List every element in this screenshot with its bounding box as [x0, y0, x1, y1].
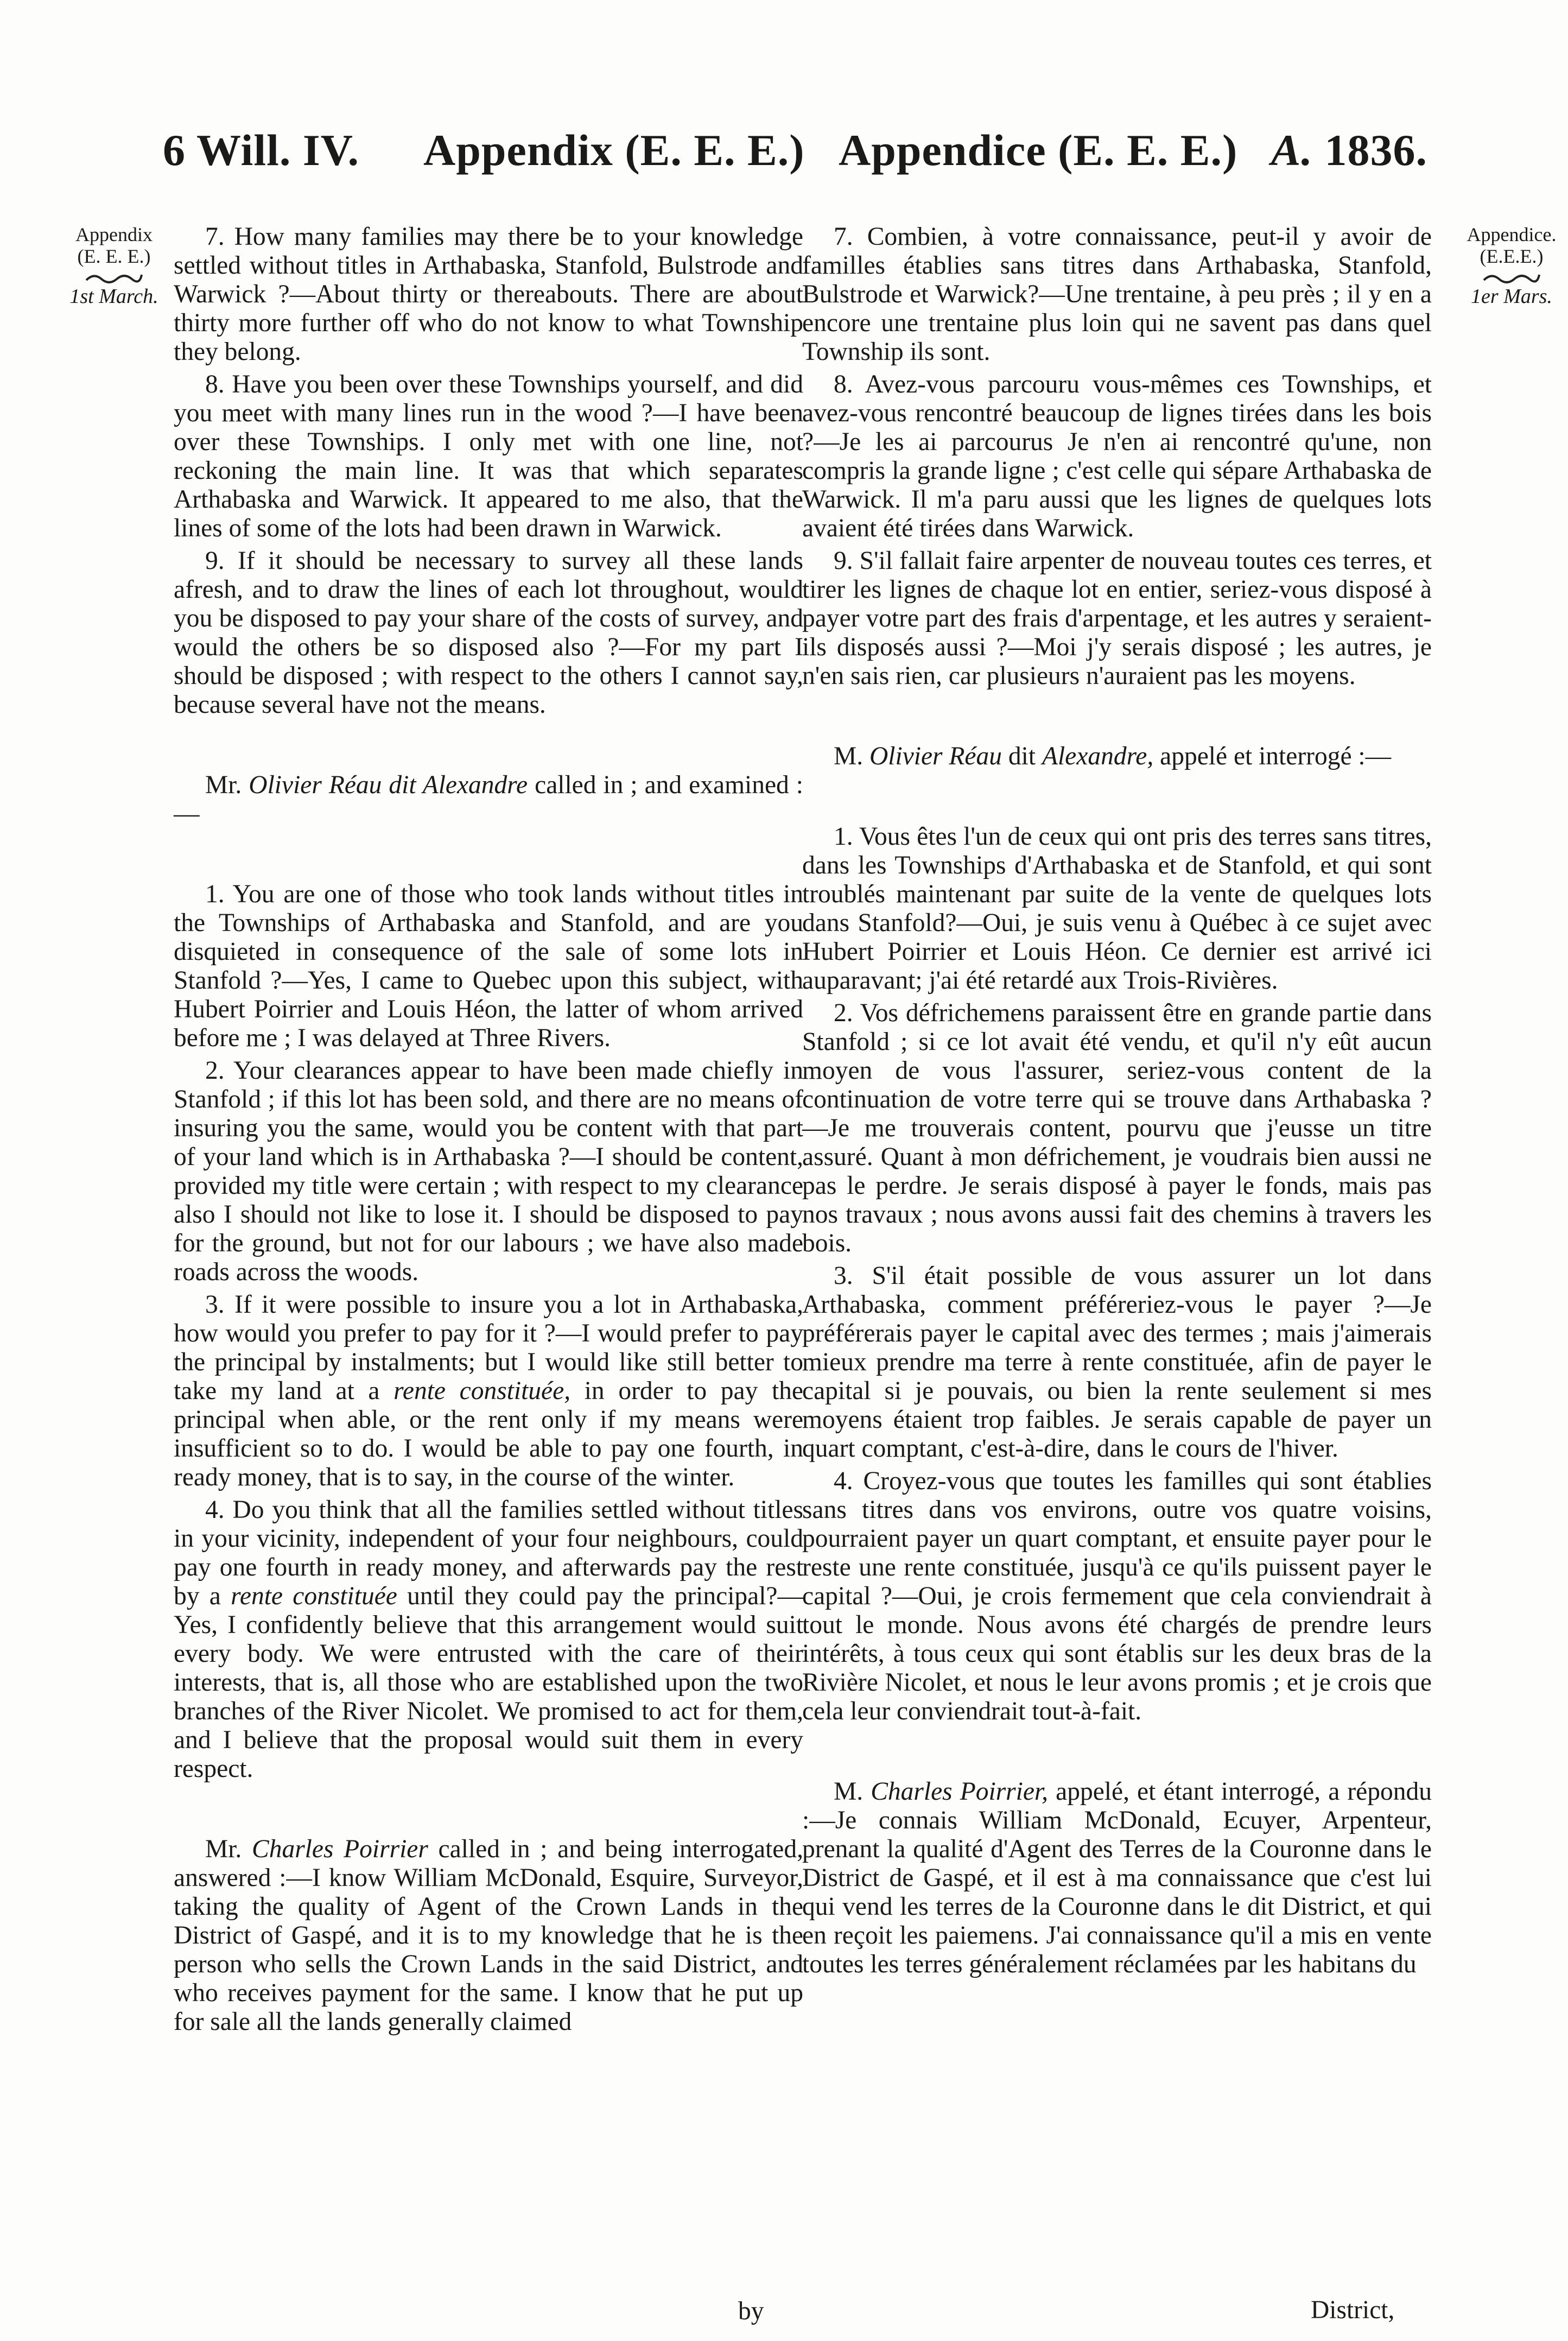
- answer-1: 1. You are one of those who took lands without titles in the Townships of Arthabaska and Stanfold, and are you disquieted in consequence of the sale of some lots in Stanfold ?—Yes, I came to Quebec upon this subject, with Hubert Poirrier and Louis Héon, the latter of whom arrived before me ; I was delayed at Three Rivers.: [174, 880, 803, 1052]
- witness-name: Charles Poirrier: [252, 1835, 428, 1863]
- witness-name-alias: Alexandre,: [1042, 742, 1154, 770]
- answer-3-text-cont: in order to pay the principal when able, or the rent only if my means were insufficient so to do. I would be able to pay one fourth, in ready money, that is to say, in the course of the winter.: [174, 1377, 804, 1491]
- margin-note-english: [60, 224, 168, 307]
- french-column: [802, 223, 1432, 1983]
- header-reign: 6 Will. IV.: [163, 125, 359, 175]
- header-title-french: Appendice (E. E. E.): [839, 125, 1238, 175]
- header-year-prefix: A.: [1271, 125, 1313, 175]
- answer-4-italic: rente constituée: [231, 1582, 397, 1610]
- header-title-english: Appendix (E. E. E.): [423, 125, 805, 175]
- header-year-value: 1836.: [1324, 125, 1427, 175]
- witness-name: Charles Poirrier,: [871, 1777, 1049, 1806]
- margin-note-french: [1457, 224, 1566, 307]
- answer-4-text: 4. Do you think that all the families settled without titles in your vicinity, independent of your four neighbours, could pay one fourth in ready money, and afterwards pay the rest by a: [174, 1496, 803, 1610]
- margin-label: Appendix: [75, 224, 153, 245]
- witness-prefix: Mr.: [205, 1835, 242, 1863]
- question-9: 9. If it should be necessary to survey all these lands afresh, and to draw the lines of each lot throughout, would you be disposed to pay your share of the costs of survey, and would the others be so disposed also ?—For my part I should be disposed ; with respect to the others I cannot say, because several have not the means.: [174, 547, 803, 719]
- answer-2: 2. Vos défrichemens paraissent être en grande partie dans Stanfold ; si ce lot avait été vendu, et qu'il n'y eût aucun moyen de vous l'assurer, seriez-vous content de la continuation de votre terre qui se trouve dans Arthabaska ?—Je me trouverais content, pourvu que j'eusse un titre assuré. Quant à mon défrichement, je voudrais bien aussi ne pas le perdre. Je serais disposé à payer le fonds, mais pas nos travaux ; nous avons aussi fait des chemins à travers les bois.: [802, 999, 1432, 1257]
- margin-label: Appendice.: [1467, 224, 1557, 245]
- witness-testimony-text: appelé, et étant interrogé, a répondu :—Je connais William McDonald, Ecuyer, Arpenteur, prenant la qualité d'Agent des Terres de la Couronne dans le District de Gaspé, et il est à ma connaissance que c'est lui qui vend les terres de la Couronne dans le dit District, et qui en reçoit les paiemens. J'ai connaissance qu'il a mis en vente toutes les terres généralement réclamées par les habitans du: [802, 1777, 1432, 1978]
- question-9: 9. S'il fallait faire arpenter de nouveau toutes ces terres, et tirer les lignes de chaque lot en entier, seriez-vous disposé à payer votre part des frais d'arpentage, et les autres y seraient-ils disposés aussi ?—Moi j'y serais disposé ; les autres, je n'en sais rien, car plusieurs n'auraient pas les moyens.: [802, 547, 1432, 690]
- catchword-french: District,: [1311, 2296, 1395, 2324]
- margin-date: 1er Mars.: [1471, 285, 1552, 308]
- witness-intro-text: appelé et interrogé :—: [1160, 742, 1392, 770]
- question-8: 8. Have you been over these Townships yourself, and did you meet with many lines run in the wood ?—I have been over these Townships. I only met with one line, not reckoning the main line. It was that which separates Arthabaska and Warwick. It appeared to me also, that the lines of some of the lots had been drawn in Warwick.: [174, 370, 803, 542]
- question-7: 7. Combien, à votre connaissance, peut-il y avoir de familles établies sans titres dans Arthabaska, Stanfold, Bulstrode et Warwick?—Une trentaine, à peu près ; il y en a encore une trentaine plus loin qui ne savent pas dans quel Township ils sont.: [802, 223, 1432, 366]
- witness-intro-poirrier: [174, 1835, 803, 2036]
- witness-prefix: M.: [834, 1777, 864, 1806]
- margin-code: (E. E. E.): [77, 245, 151, 267]
- witness-intro-poirrier: [802, 1777, 1432, 1979]
- witness-prefix: Mr.: [205, 771, 242, 799]
- margin-code: (E.E.E.): [1480, 245, 1544, 267]
- witness-intro-text: called in ; and examined :—: [174, 771, 803, 828]
- witness-testimony-text: called in ; and being interrogated, answered :—I know William McDonald, Esquire, Surveyor, taking the quality of Agent of the Crown Lands in the District of Gaspé, and it is to my knowledge that he is the person who sells the Crown Lands in the said District, and who receives payment for the same. I know that he put up for sale all the lands generally claimed: [174, 1835, 804, 2036]
- witness-name: Olivier Réau: [869, 742, 1002, 770]
- answer-3-italic: rente constituée,: [393, 1377, 571, 1405]
- answer-3: [174, 1290, 803, 1492]
- header-year: [1271, 125, 1427, 176]
- answer-1: 1. Vous êtes l'un de ceux qui ont pris des terres sans titres, dans les Townships d'Arthabaska et de Stanfold, et qui sont troublés maintenant par suite de la vente de quelques lots dans Stanfold?—Oui, je suis venu à Québec à ce sujet avec Hubert Poirrier et Louis Héon. Ce dernier est arrivé ici auparavant; j'ai été retardé aux Trois-Rivières.: [802, 822, 1432, 995]
- witness-prefix: M.: [834, 742, 864, 770]
- answer-4-text-cont: until they could pay the principal?—Yes, I confidently believe that this arrangement would suit every body. We were entrusted with the care of their interests, that is, all those who are established upon the two branches of the River Nicolet. We promised to act for them, and I believe that the proposal would suit them in every respect.: [174, 1582, 804, 1783]
- catchword-english: by: [738, 2297, 764, 2325]
- margin-date: 1st March.: [69, 285, 158, 308]
- running-head: [163, 125, 1427, 179]
- answer-3-text: 3. If it were possible to insure you a lot in Arthabaska, how would you prefer to pay for it ?—I would prefer to pay the principal by instalments; but I would like still better to take my land at a: [174, 1290, 803, 1405]
- witness-intro-reau: [802, 742, 1432, 771]
- witness-name-dit: dit: [1008, 742, 1036, 770]
- answer-3: 3. S'il était possible de vous assurer un lot dans Arthabaska, comment préféreriez-vous le payer ?—Je préférerais payer le capital avec des termes ; mais j'aimerais mieux prendre ma terre à rente constituée, afin de payer le capital si je pouvais, ou bien la rente seulement si mes moyens étaient trop faibles. Je serais capable de payer un quart comptant, c'est-à-dire, dans le cours de l'hiver.: [802, 1262, 1432, 1463]
- english-column: [174, 223, 803, 2040]
- witness-name: Olivier Réau dit Alexandre: [249, 771, 528, 799]
- witness-intro-reau: [174, 771, 803, 828]
- answer-4: 4. Croyez-vous que toutes les familles qui sont établies sans titres dans vos environs, outre vos quatre voisins, pourraient payer un quart comptant, et ensuite payer pour le reste une rente constituée, jusqu'à ce qu'ils puissent payer le capital ?—Oui, je crois fermement que cela conviendrait à tout le monde. Nous avons été chargés de prendre leurs intérêts, à tous ceux qui sont établis sur les deux bras de la Rivière Nicolet, et nous le leur avons promis ; et je crois que cela leur conviendrait tout-à-fait.: [802, 1467, 1432, 1725]
- answer-4: [174, 1496, 803, 1783]
- wave-flourish-icon: [1482, 270, 1541, 284]
- wave-flourish-icon: [84, 270, 144, 284]
- question-8: 8. Avez-vous parcouru vous-mêmes ces Townships, et avez-vous rencontré beaucoup de lignes tirées dans les bois ?—Je les ai parcourus Je n'en ai rencontré qu'une, non compris la grande ligne ; c'est celle qui sépare Arthabaska de Warwick. Il m'a paru aussi que les lignes de quelques lots avaient été tirées dans Warwick.: [802, 370, 1432, 542]
- answer-2: 2. Your clearances appear to have been made chiefly in Stanfold ; if this lot has been sold, and there are no means of insuring you the same, would you be content with that part of your land which is in Arthabaska ?—I should be content, provided my title were certain ; with respect to my clearance also I should not like to lose it. I should be disposed to pay for the ground, but not for our labours ; we have also made roads across the woods.: [174, 1056, 803, 1286]
- question-7: 7. How many families may there be to your knowledge settled without titles in Arthabaska, Stanfold, Bulstrode and Warwick ?—About thirty or thereabouts. There are about thirty more further off who do not know to what Township they belong.: [174, 223, 803, 366]
